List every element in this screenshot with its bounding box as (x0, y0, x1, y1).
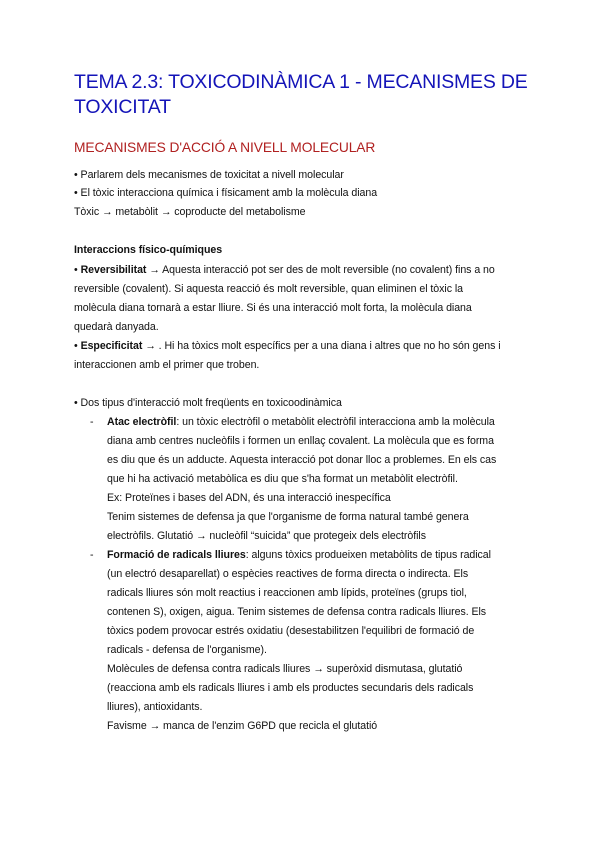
physchem-heading: Interaccions físico-químiques (74, 244, 223, 256)
electrophile-line-6: Tenim sistemes de defensa ja que l'organisme de forma natural també genera (107, 511, 469, 523)
radicals-label: Formació de radicals lliures (107, 549, 246, 561)
electrophile-line-3: es diu que és un adducte. Aquesta interacció pot donar lloc a problemes. En els cas (107, 454, 497, 466)
reversibility-line-3: molècula diana tornarà a estar lliure. Si és una interacció molt forta, la molècula diana (74, 302, 472, 314)
electrophile-line-1: Atac electròfil: un tòxic electròfil o metabòlit electròfil interacciona amb la molècula (107, 416, 495, 428)
types-intro: • Dos tipus d'interacció molt freqüents en toxicoodinàmica (74, 397, 342, 409)
radicals-line-7: Molècules de defensa contra radicals lliures → superòxid dismutasa, glutatió (107, 663, 463, 675)
reversibility-line-4: quedarà danyada. (74, 321, 159, 333)
radicals-line-4: contenen S), oxigen, aigua. Tenim sistemes de defensa contra radicals lliures. Els (107, 606, 487, 618)
radicals-line-1: Formació de radicals lliures: alguns tòxics produeixen metabòlits de tipus radical (107, 549, 491, 561)
radicals-line-2: (un electró desaparellat) o espècies reactives de forma directa o indirecta. Els (107, 568, 469, 580)
electrophile-line-2: diana amb centres nucleòfils i formen un enllaç covalent. La molècula que es forma (107, 435, 494, 447)
radicals-line-6: radicals - defensa de l'organisme). (107, 644, 267, 656)
intro-line-1: • Parlarem dels mecanismes de toxicitat a nivell molecular (74, 169, 344, 181)
radicals-line-3: radicals lliures són molt reactius i reaccionen amb lípids, proteïnes (grups tiol, (107, 587, 467, 599)
list-dash: - (90, 416, 94, 428)
intro-line-3: Tòxic → metabòlit → coproducte del metabolisme (74, 206, 306, 218)
reversibility-line-1: • Reversibilitat → Aquesta interacció pot ser des de molt reversible (no covalent) fins a no (74, 264, 495, 276)
radicals-line-10: Favisme → manca de l'enzim G6PD que recicla el glutatió (107, 720, 378, 732)
reversibility-line-2: reversible (covalent). Si aquesta reacció és molt reversible, quan eliminen el tòxic la (74, 283, 463, 295)
page-title: TEMA 2.3: TOXICODINÀMICA 1 - MECANISMES DE TOXICITAT (74, 71, 528, 118)
reversibility-label: Reversibilitat (80, 264, 147, 276)
electrophile-line-4: que hi ha activació metabòlica es diu que s'ha format un metabòlit electròfil. (107, 473, 458, 485)
electrophile-line-7: electròfils. Glutatió → nucleòfil “suicida” que protegeix dels electròfils (107, 530, 426, 542)
radicals-line-9: lliures), antioxidants. (107, 701, 203, 713)
specificity-label: Especificitat (80, 340, 143, 352)
electrophile-line-5: Ex: Proteïnes i bases del ADN, és una interacció inespecífica (107, 492, 391, 504)
section-heading: MECANISMES D'ACCIÓ A NIVELL MOLECULAR (74, 140, 376, 155)
specificity-line-1: • Especificitat → . Hi ha tòxics molt específics per a una diana i altres que no ho són gens i (74, 340, 501, 352)
intro-line-2: • El tòxic interacciona química i físicament amb la molècula diana (74, 187, 378, 199)
list-dash: - (90, 549, 94, 561)
radicals-line-5: tòxics podem provocar estrés oxidatiu (desestabilitzen l'equilibri de formació de (107, 625, 475, 637)
electrophile-label: Atac electròfil (107, 416, 177, 428)
specificity-line-2: interaccionen amb el primer que troben. (74, 359, 260, 371)
radicals-line-8: (reacciona amb els radicals lliures i amb els productes secundaris dels radicals (107, 682, 474, 694)
